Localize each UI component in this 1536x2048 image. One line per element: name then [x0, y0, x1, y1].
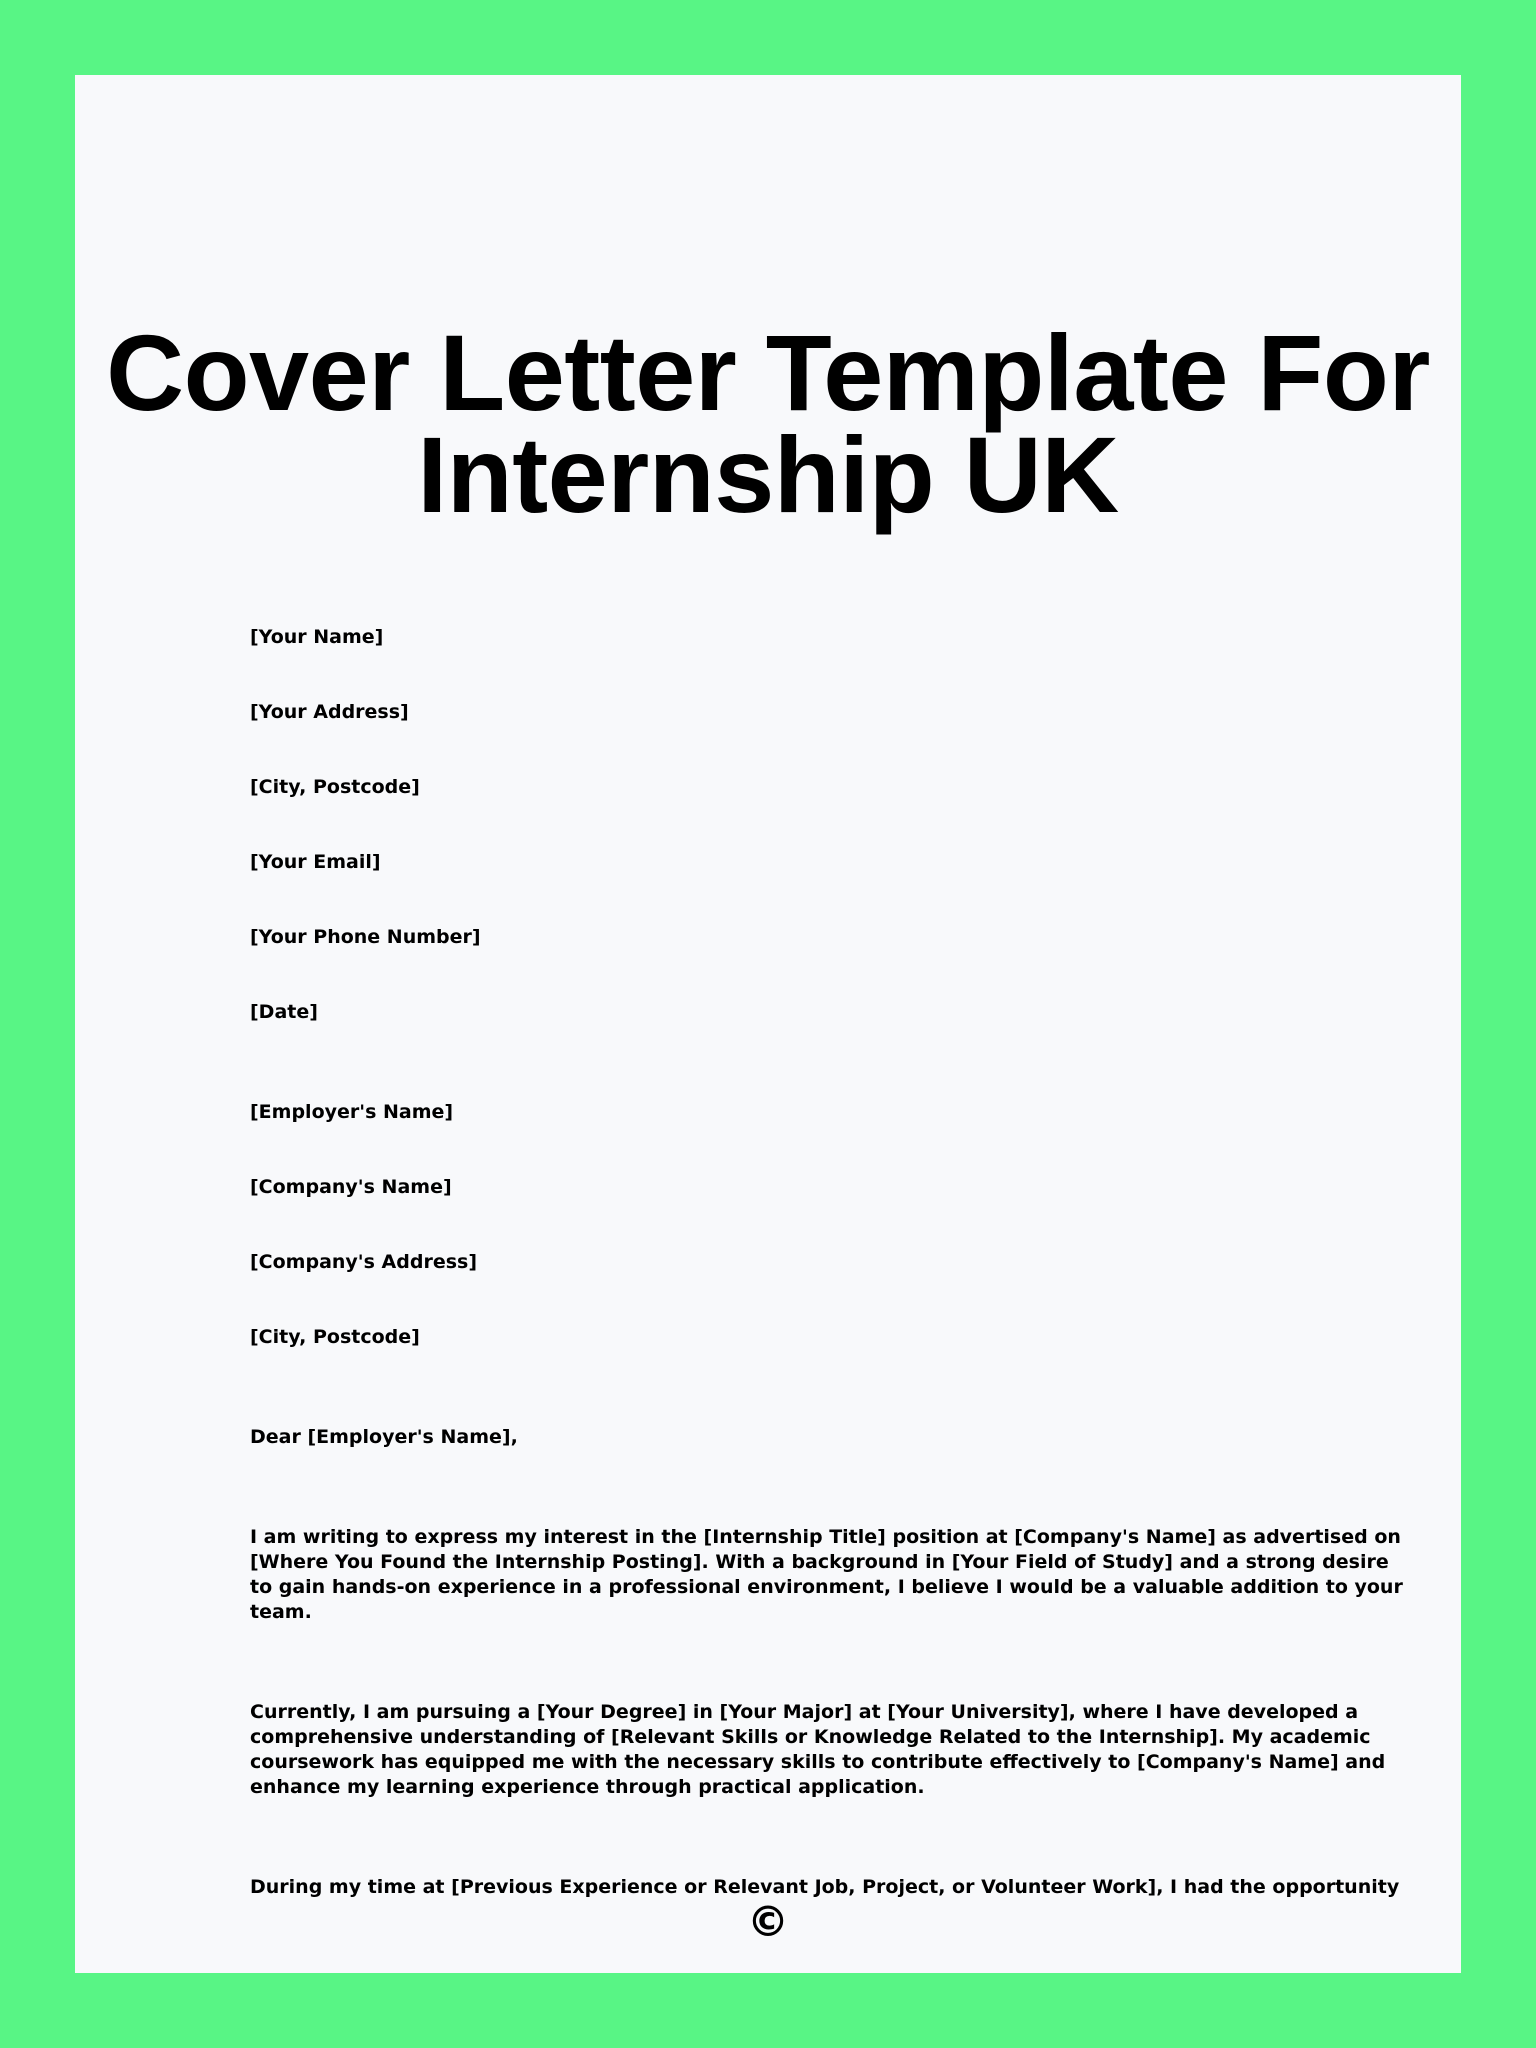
- title-line-1: Cover Letter Template For: [106, 312, 1430, 433]
- sender-name: [Your Name]: [250, 626, 384, 648]
- recipient-company-address: [Company's Address]: [250, 1251, 478, 1273]
- recipient-city: [City, Postcode]: [250, 1326, 420, 1348]
- recipient-employer-name: [Employer's Name]: [250, 1101, 454, 1123]
- recipient-company-name: [Company's Name]: [250, 1176, 452, 1198]
- salutation: Dear [Employer's Name],: [250, 1426, 518, 1448]
- page-title: [75, 312, 1461, 535]
- paragraph-line: team.: [250, 1601, 312, 1623]
- paragraph-line: comprehensive understanding of [Relevant Skills or Knowledge Related to the Internship]. My academic: [250, 1726, 1371, 1748]
- paragraph-line: I am writing to express my interest in the [Internship Title] position at [Company's Name] as advertised on: [250, 1526, 1401, 1548]
- document-page: [75, 75, 1461, 1973]
- letter-date: [Date]: [250, 1001, 318, 1023]
- sender-address: [Your Address]: [250, 701, 409, 723]
- paragraph-line: Currently, I am pursuing a [Your Degree] in [Your Major] at [Your University], where I have developed a: [250, 1701, 1359, 1723]
- sender-city: [City, Postcode]: [250, 776, 420, 798]
- paragraph-line: During my time at [Previous Experience or Relevant Job, Project, or Volunteer Work], I had the opportunity: [250, 1876, 1400, 1898]
- sender-phone: [Your Phone Number]: [250, 926, 481, 948]
- sender-email: [Your Email]: [250, 851, 381, 873]
- body-paragraph-3: [250, 1875, 1400, 1900]
- body-paragraph-2: [250, 1700, 1386, 1800]
- body-paragraph-1: [250, 1525, 1403, 1625]
- title-line-2: Internship UK: [417, 414, 1119, 535]
- paragraph-line: enhance my learning experience through practical application.: [250, 1776, 925, 1798]
- paragraph-line: to gain hands-on experience in a professional environment, I believe I would be a valuable addition to your: [250, 1576, 1403, 1598]
- copyright-icon: ©: [747, 1897, 789, 1946]
- paragraph-line: [Where You Found the Internship Posting]. With a background in [Your Field of Study] and a strong desire: [250, 1551, 1389, 1573]
- paragraph-line: coursework has equipped me with the necessary skills to contribute effectively to [Company's Name] and: [250, 1751, 1386, 1773]
